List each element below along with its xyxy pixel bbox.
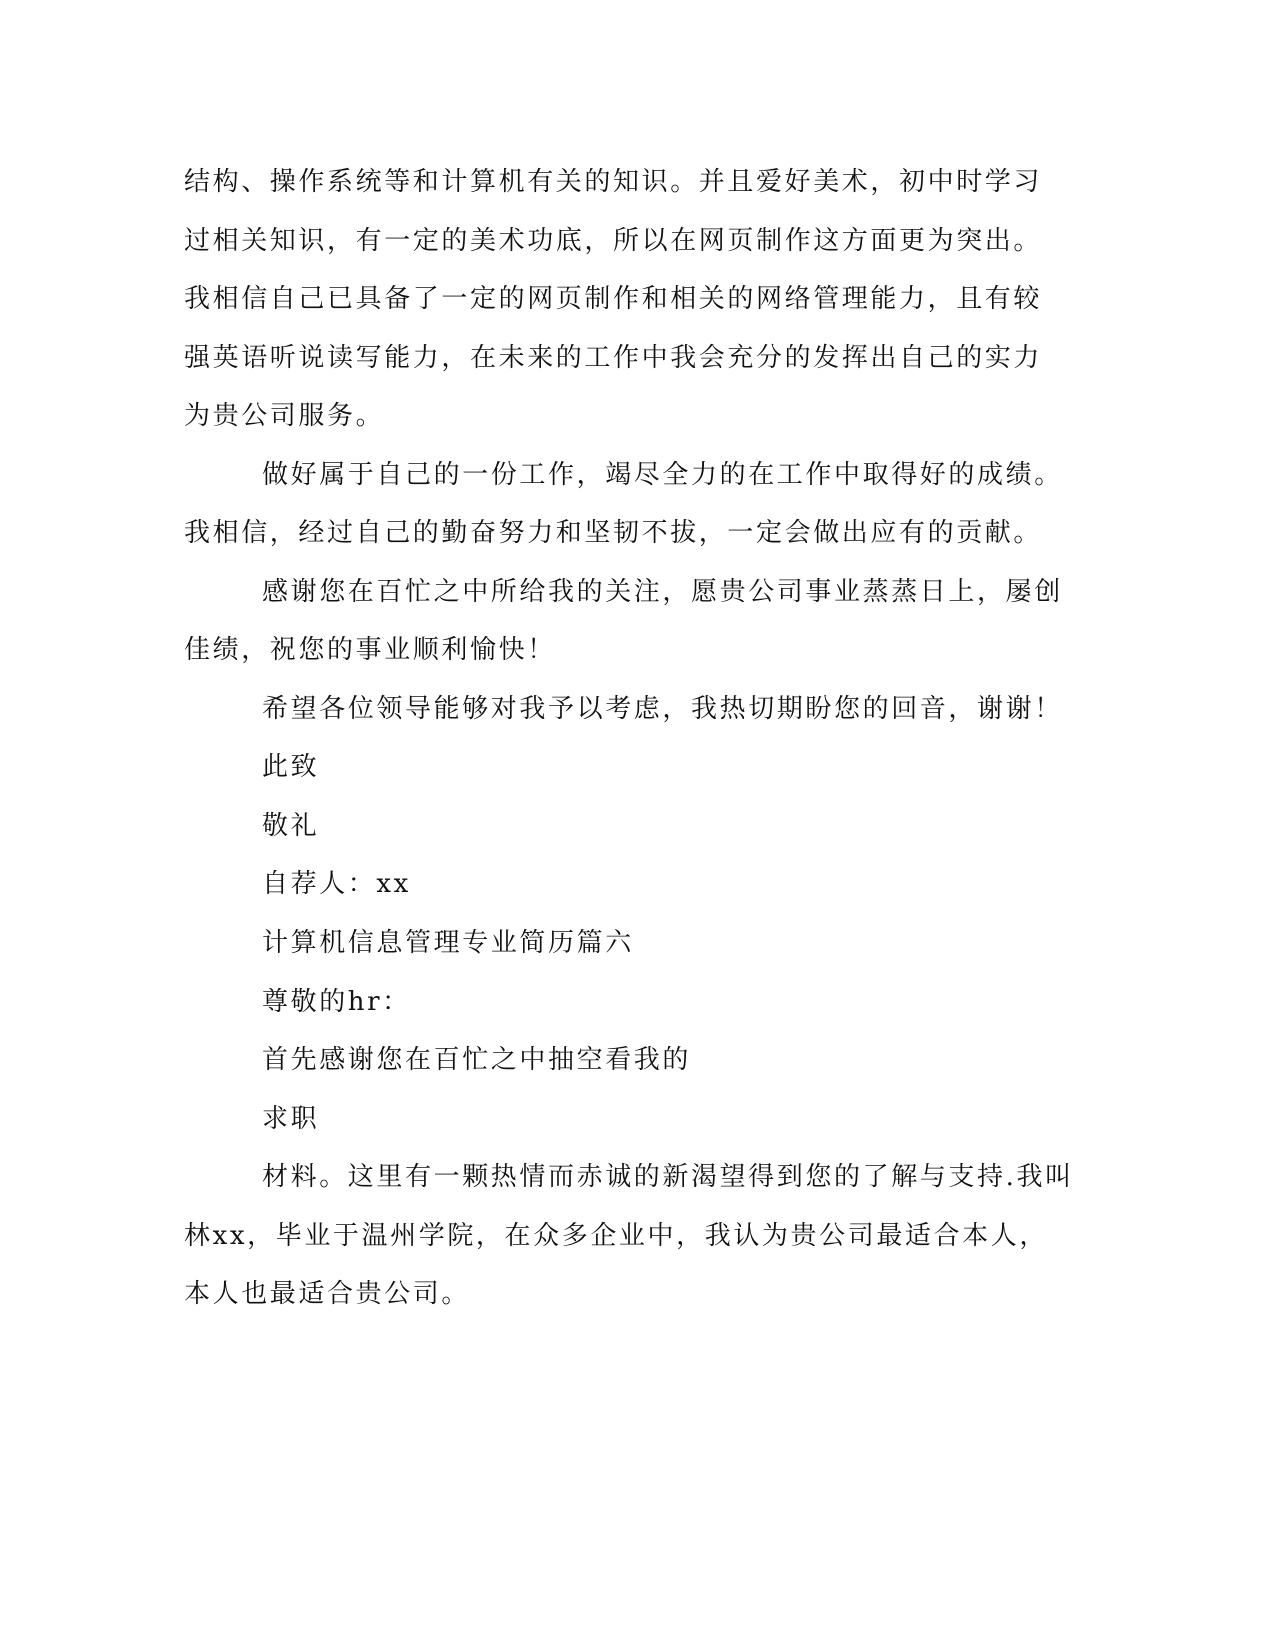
text-line: 我相信自己已具备了一定的网页制作和相关的网络管理能力，且有较 — [184, 284, 1043, 314]
text-line: 结构、操作系统等和计算机有关的知识。并且爱好美术，初中时学习 — [184, 167, 1043, 197]
paragraph-start-line: 材料。这里有一颗热情而赤诚的新渴望得到您的了解与支持.我叫 — [262, 1162, 1074, 1192]
salutation-line: 敬礼 — [262, 811, 320, 841]
text-line: 过相关知识，有一定的美术功底，所以在网页制作这方面更为突出。 — [184, 226, 1043, 256]
text-line: 林xx，毕业于温州学院，在众多企业中，我认为贵公司最适合本人， — [184, 1221, 1048, 1251]
paragraph-start-line: 希望各位领导能够对我予以考虑，我热切期盼您的回音，谢谢！ — [262, 694, 1063, 724]
text-line: 求职 — [262, 1104, 320, 1134]
text-line: 为贵公司服务。 — [184, 401, 385, 431]
paragraph-start-line: 做好属于自己的一份工作，竭尽全力的在工作中取得好的成绩。 — [262, 460, 1063, 490]
salutation-line: 此致 — [262, 752, 320, 782]
text-line: 本人也最适合贵公司。 — [184, 1279, 471, 1309]
text-line: 我相信，经过自己的勤奋努力和坚韧不拔，一定会做出应有的贡献。 — [184, 518, 1043, 548]
paragraph-start-line: 感谢您在百忙之中所给我的关注，愿贵公司事业蒸蒸日上，屡创 — [262, 577, 1063, 607]
text-line: 佳绩，祝您的事业顺利愉快！ — [184, 635, 556, 665]
section-title: 计算机信息管理专业简历篇六 — [262, 928, 634, 958]
text-line: 强英语听说读写能力，在未来的工作中我会充分的发挥出自己的实力 — [184, 343, 1043, 373]
signature-line: 自荐人：xx — [262, 869, 411, 899]
greeting-line: 尊敬的hr： — [262, 987, 411, 1017]
paragraph-start-line: 首先感谢您在百忙之中抽空看我的 — [262, 1045, 692, 1075]
